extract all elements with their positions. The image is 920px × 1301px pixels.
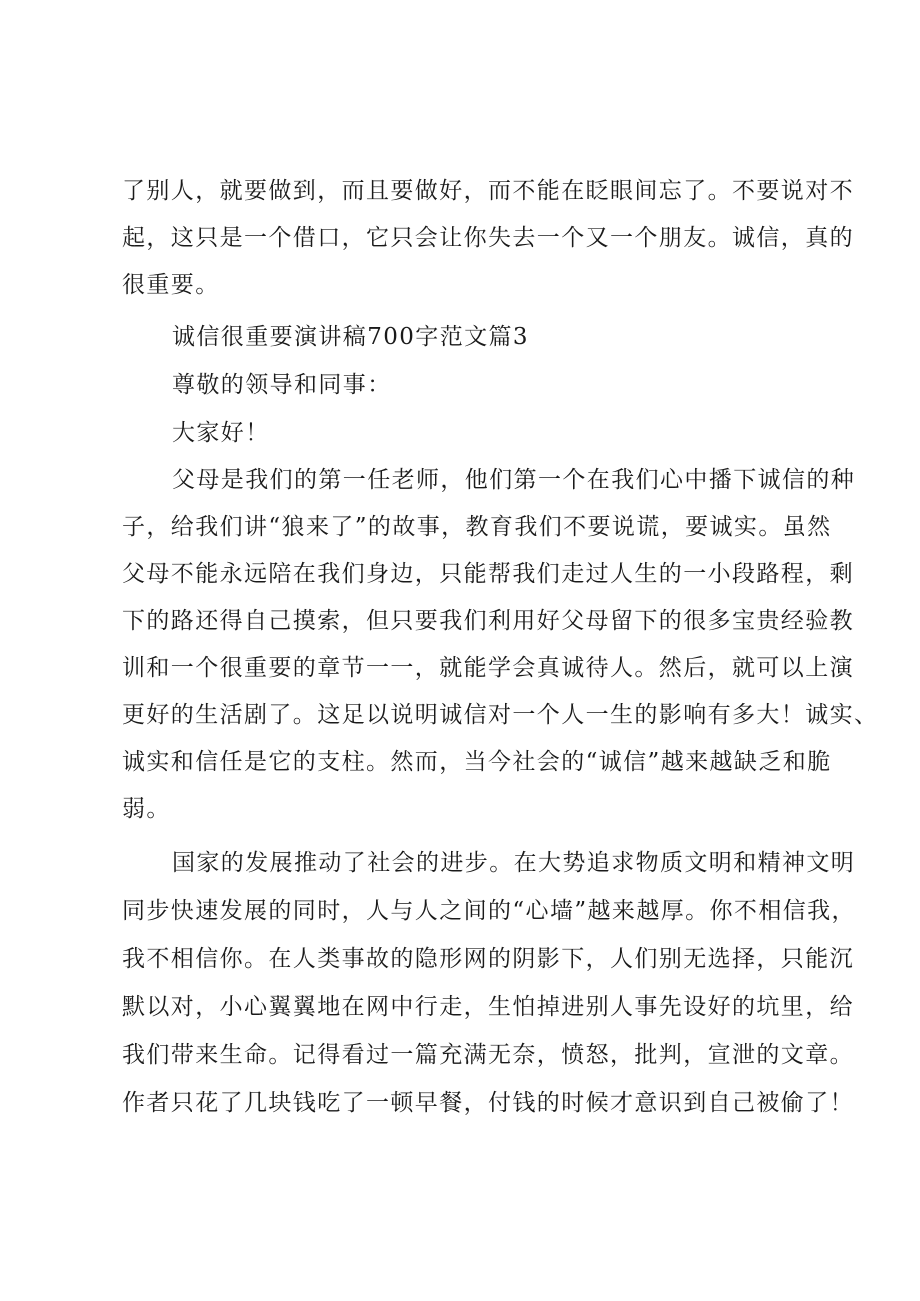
salutation-line: 尊敬的领导和同事： [172,372,392,398]
text-line: 很重要。 [122,272,220,298]
heading-line: 诚信很重要演讲稿700字范文篇3 [172,324,529,350]
text-line: 子，给我们讲“狼来了”的故事，教育我们不要说谎，要诚实。虽然 [122,514,832,540]
text-line: 诚实和信任是它的支柱。然而，当今社会的“诚信”越来越缺乏和脆 [122,749,832,775]
text-line: 默以对，小心翼翼地在网中行走，生怕掉进别人事先设好的坑里，给 [122,994,854,1020]
text-line: 我不相信你。在人类事故的隐形网的阴影下，人们别无选择，只能沉 [122,946,854,972]
text-line: 下的路还得自己摸索，但只要我们利用好父母留下的很多宝贵经验教 [122,608,854,634]
text-line: 了别人，就要做到，而且要做好，而不能在眨眼间忘了。不要说对不 [122,178,854,204]
text-line: 父母不能永远陪在我们身边，只能帮我们走过人生的一小段路程，剩 [122,561,854,587]
text-line: 作者只花了几块钱吃了一顿早餐，付钱的时候才意识到自己被偷了！ [122,1090,854,1116]
text-line: 父母是我们的第一任老师，他们第一个在我们心中播下诚信的种 [172,467,856,493]
text-line: 训和一个很重要的章节一一，就能学会真诚待人。然后，就可以上演 [122,655,854,681]
text-line: 国家的发展推动了社会的进步。在大势追求物质文明和精神文明 [172,850,856,876]
greeting-line: 大家好！ [172,420,270,446]
text-line: 同步快速发展的同时，人与人之间的“心墙”越来越厚。你不相信我， [122,898,856,924]
text-line: 我们带来生命。记得看过一篇充满无奈，愤怒，批判，宣泄的文章。 [122,1042,854,1068]
text-line: 弱。 [122,796,171,822]
text-line: 更好的生活剧了。这足以说明诚信对一个人一生的影响有多大！诚实、 [122,702,879,728]
text-line: 起，这只是一个借口，它只会让你失去一个又一个朋友。诚信，真的 [122,225,854,251]
